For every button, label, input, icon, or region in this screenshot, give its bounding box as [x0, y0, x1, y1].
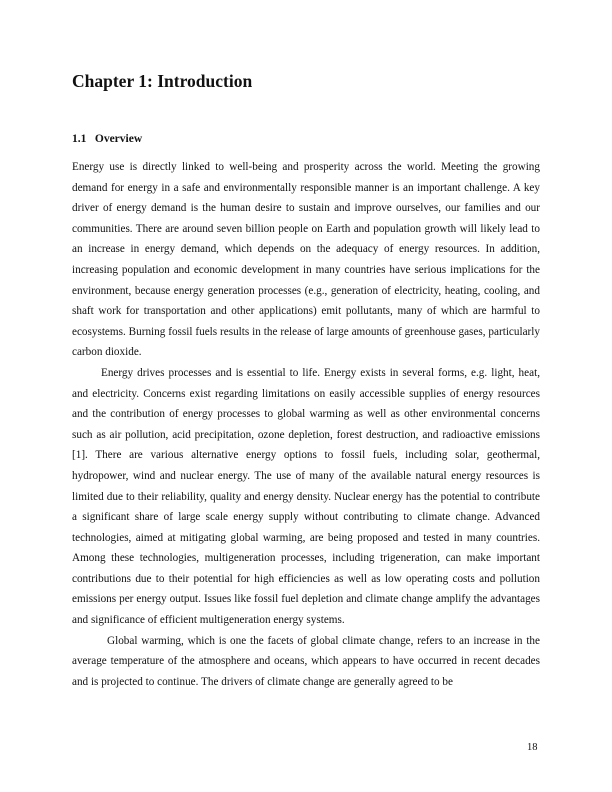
paragraph: Global warming, which is one the facets of global climate change, refers to an increase in the average temperature of the atmosphere and oceans, which appears to have occurred in recent decades and is projected to continue. The drivers of climate change are generally agreed to be — [72, 634, 540, 688]
section-heading — [72, 131, 142, 147]
paragraph: Energy use is directly linked to well-being and prosperity across the world. Meeting the growing demand for energy in a safe and environmentally responsible manner is an important challenge. A key driver of energy demand is the human desire to sustain and improve ourselves, our families and our communities. There are around seven billion people on Earth and population growth will likely lead to an increase in energy demand, which depends on the adequacy of energy resources. In addition, increasing population and economic development in many countries have serious implications for the environment, because energy generation processes (e.g., generation of electricity, heating, cooling, and shaft work for transportation and other applications) emit pollutants, many of which are harmful to ecosystems. Burning fossil fuels results in the release of large amounts of greenhouse gases, particularly carbon dioxide. — [72, 161, 540, 359]
paragraph: Energy drives processes and is essential to life. Energy exists in several forms, e.g. light, heat, and electricity. Concerns exist regarding limitations on easily accessible supplies of energy resources and the contribution of energy processes to global warming as well as other environmental concerns such as air pollution, acid precipitation, ozone depletion, forest destruction, and radioactive emissions [1]. There are various alternative energy options to fossil fuels, including solar, geothermal, hydropower, wind and nuclear energy. The use of many of the available natural energy resources is limited due to their reliability, quality and energy density. Nuclear energy has the potential to contribute a significant share of large scale energy supply without contributing to climate change. Advanced technologies, aimed at mitigating global warming, are being proposed and tested in many countries. Among these technologies, multigeneration processes, including trigeneration, can make important contributions due to their potential for high efficiencies as well as low operating costs and pollution emissions per energy output. Issues like fossil fuel depletion and climate change amplify the advantages and significance of efficient multigeneration energy systems. — [72, 366, 540, 627]
chapter-title: Chapter 1: Introduction — [72, 71, 253, 91]
body-text — [72, 157, 540, 692]
section-title: Overview — [94, 133, 143, 145]
page-number: 18 — [527, 742, 538, 753]
section-number: 1.1 — [72, 133, 87, 145]
